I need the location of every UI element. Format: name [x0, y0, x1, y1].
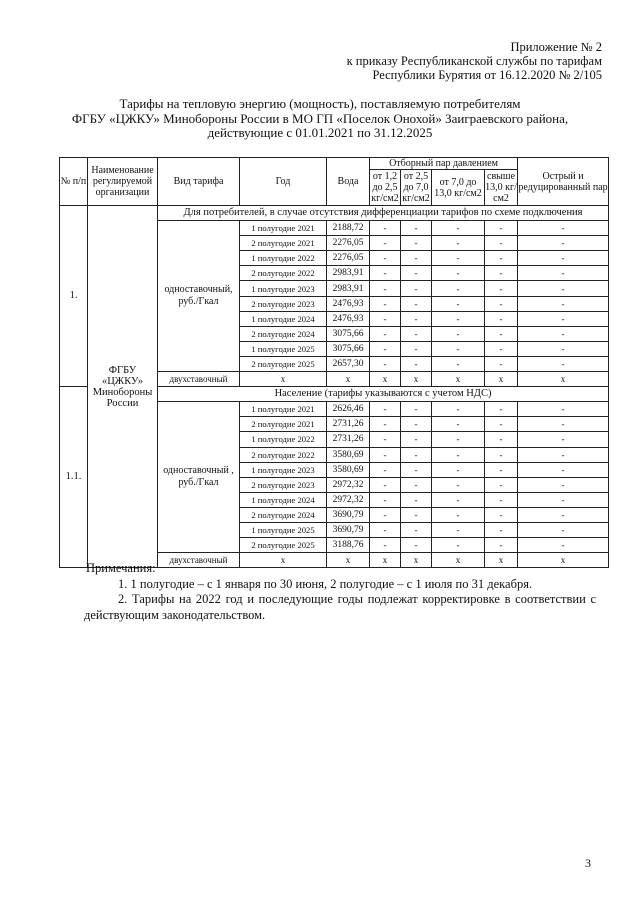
empty-tariff-cell: - [518, 538, 609, 553]
appendix-line-1: Приложение № 2 [510, 40, 602, 54]
water-tariff-cell: 2476,93 [327, 311, 370, 326]
empty-tariff-cell: - [518, 492, 609, 507]
water-tariff-cell: 2276,05 [327, 236, 370, 251]
empty-tariff-cell: - [518, 417, 609, 432]
empty-tariff-cell: - [485, 236, 518, 251]
empty-tariff-cell: - [370, 507, 401, 522]
header-no: № п/п [60, 158, 88, 206]
empty-tariff-cell: - [485, 356, 518, 371]
empty-tariff-cell: - [518, 356, 609, 371]
period-cell: 1 полугодие 2022 [240, 432, 327, 447]
water-tariff-cell: 2476,93 [327, 296, 370, 311]
empty-tariff-cell: - [432, 296, 485, 311]
note-item-1: 1. 1 полугодие – с 1 января по 30 июня, 2 полугодие – с 1 июля по 31 декабря. [118, 576, 533, 591]
period-cell: 1 полугодие 2024 [240, 311, 327, 326]
not-applicable-cell: х [370, 372, 401, 387]
table-header [60, 158, 609, 206]
empty-tariff-cell: - [485, 417, 518, 432]
empty-tariff-cell: - [518, 296, 609, 311]
empty-tariff-cell: - [401, 402, 432, 417]
empty-tariff-cell: - [370, 221, 401, 236]
empty-tariff-cell: - [370, 402, 401, 417]
period-cell: 2 полугодие 2022 [240, 447, 327, 462]
water-tariff-cell: 3075,66 [327, 341, 370, 356]
water-tariff-cell: 2657,30 [327, 356, 370, 371]
single-rate-label: одноставочный , руб./Гкал [158, 402, 240, 553]
empty-tariff-cell: - [518, 341, 609, 356]
empty-tariff-cell: - [370, 311, 401, 326]
empty-tariff-cell: - [518, 326, 609, 341]
not-applicable-cell: х [485, 553, 518, 568]
not-applicable-cell: х [327, 372, 370, 387]
water-tariff-cell: 2276,05 [327, 251, 370, 266]
empty-tariff-cell: - [370, 462, 401, 477]
empty-tariff-cell: - [401, 447, 432, 462]
empty-tariff-cell: - [485, 296, 518, 311]
empty-tariff-cell: - [370, 251, 401, 266]
header-sharp-steam: Острый и редуцированный пар [518, 158, 609, 206]
appendix-line-3: Республики Бурятия от 16.12.2020 № 2/105 [372, 68, 602, 82]
water-tariff-cell: 2972,32 [327, 477, 370, 492]
period-cell: 1 полугодие 2023 [240, 281, 327, 296]
tariff-table [59, 157, 609, 568]
empty-tariff-cell: - [432, 432, 485, 447]
single-rate-label: одноставочный, руб./Гкал [158, 221, 240, 372]
empty-tariff-cell: - [432, 538, 485, 553]
water-tariff-cell: 2731,26 [327, 432, 370, 447]
water-tariff-cell: 3075,66 [327, 326, 370, 341]
period-cell: 1 полугодие 2025 [240, 522, 327, 537]
not-applicable-cell: х [370, 553, 401, 568]
period-cell: 2 полугодие 2023 [240, 477, 327, 492]
empty-tariff-cell: - [401, 221, 432, 236]
empty-tariff-cell: - [432, 417, 485, 432]
water-tariff-cell: 2983,91 [327, 281, 370, 296]
header-steam-group: Отборный пар давлением [370, 158, 518, 170]
empty-tariff-cell: - [370, 417, 401, 432]
document-title [60, 97, 580, 141]
page-number: 3 [585, 856, 591, 870]
period-cell: 2 полугодие 2024 [240, 326, 327, 341]
empty-tariff-cell: - [432, 477, 485, 492]
empty-tariff-cell: - [518, 281, 609, 296]
section-title: Для потребителей, в случае отсутствия дифференциации тарифов по схеме подключения [158, 206, 609, 221]
period-cell: 2 полугодие 2024 [240, 507, 327, 522]
empty-tariff-cell: - [401, 507, 432, 522]
empty-tariff-cell: - [370, 296, 401, 311]
empty-tariff-cell: - [432, 236, 485, 251]
section-title: Население (тарифы указываются с учетом НДС) [158, 387, 609, 402]
empty-tariff-cell: - [432, 281, 485, 296]
water-tariff-cell: 2983,91 [327, 266, 370, 281]
empty-tariff-cell: - [401, 356, 432, 371]
appendix-line-2: к приказу Республиканской службы по тарифам [346, 54, 602, 68]
empty-tariff-cell: - [485, 447, 518, 462]
empty-tariff-cell: - [485, 281, 518, 296]
not-applicable-cell: х [401, 553, 432, 568]
empty-tariff-cell: - [518, 236, 609, 251]
empty-tariff-cell: - [432, 266, 485, 281]
empty-tariff-cell: - [485, 462, 518, 477]
empty-tariff-cell: - [432, 311, 485, 326]
empty-tariff-cell: - [485, 311, 518, 326]
period-cell: 2 полугодие 2021 [240, 236, 327, 251]
empty-tariff-cell: - [432, 492, 485, 507]
period-cell: 2 полугодие 2022 [240, 266, 327, 281]
notes-block [84, 561, 596, 623]
header-tariff-type: Вид тарифа [158, 158, 240, 206]
two-rate-label: двухставочный [158, 372, 240, 387]
appendix-header [182, 40, 602, 82]
empty-tariff-cell: - [432, 507, 485, 522]
empty-tariff-cell: - [518, 221, 609, 236]
water-tariff-cell: 3188,76 [327, 538, 370, 553]
header-org: Наименование регулируемой организации [88, 158, 158, 206]
not-applicable-cell: х [401, 372, 432, 387]
empty-tariff-cell: - [485, 538, 518, 553]
empty-tariff-cell: - [432, 402, 485, 417]
empty-tariff-cell: - [370, 356, 401, 371]
empty-tariff-cell: - [401, 522, 432, 537]
empty-tariff-cell: - [518, 522, 609, 537]
empty-tariff-cell: - [432, 522, 485, 537]
empty-tariff-cell: - [370, 236, 401, 251]
empty-tariff-cell: - [370, 477, 401, 492]
not-applicable-cell: х [432, 553, 485, 568]
empty-tariff-cell: - [485, 477, 518, 492]
empty-tariff-cell: - [518, 402, 609, 417]
period-cell: 2 полугодие 2025 [240, 356, 327, 371]
header-pressure-4: свыше 13,0 кг/см2 [485, 171, 517, 204]
empty-tariff-cell: - [518, 462, 609, 477]
empty-tariff-cell: - [485, 402, 518, 417]
period-cell: 1 полугодие 2022 [240, 251, 327, 266]
period-cell: 1 полугодие 2021 [240, 402, 327, 417]
empty-tariff-cell: - [518, 266, 609, 281]
empty-tariff-cell: - [370, 326, 401, 341]
empty-tariff-cell: - [485, 326, 518, 341]
empty-tariff-cell: - [401, 417, 432, 432]
empty-tariff-cell: - [432, 462, 485, 477]
empty-tariff-cell: - [401, 296, 432, 311]
empty-tariff-cell: - [401, 251, 432, 266]
empty-tariff-cell: - [518, 251, 609, 266]
empty-tariff-cell: - [401, 538, 432, 553]
empty-tariff-cell: - [370, 447, 401, 462]
empty-tariff-cell: - [485, 251, 518, 266]
empty-tariff-cell: - [518, 311, 609, 326]
water-tariff-cell: 2626,46 [327, 402, 370, 417]
title-line-3: действующие с 01.01.2021 по 31.12.2025 [207, 125, 433, 140]
water-tariff-cell: 3690,79 [327, 507, 370, 522]
empty-tariff-cell: - [485, 522, 518, 537]
note-item-2: 2. Тарифы на 2022 год и последующие годы подлежат корректировке в соответствии с действующим законодательством. [84, 592, 596, 622]
empty-tariff-cell: - [518, 432, 609, 447]
title-line-1: Тарифы на тепловую энергию (мощность), поставляемую потребителям [119, 96, 521, 111]
row-number: 1. [60, 206, 88, 387]
empty-tariff-cell: - [485, 492, 518, 507]
not-applicable-cell: х [432, 372, 485, 387]
empty-tariff-cell: - [401, 266, 432, 281]
notes-heading: Примечания: [86, 561, 156, 575]
empty-tariff-cell: - [485, 432, 518, 447]
not-applicable-cell: х [518, 372, 609, 387]
empty-tariff-cell: - [370, 281, 401, 296]
empty-tariff-cell: - [401, 326, 432, 341]
water-tariff-cell: 3580,69 [327, 447, 370, 462]
empty-tariff-cell: - [518, 507, 609, 522]
not-applicable-cell: х [518, 553, 609, 568]
section-title-row [60, 206, 609, 221]
water-tariff-cell: 3690,79 [327, 522, 370, 537]
two-rate-label: двухставочный [158, 553, 240, 568]
period-cell: 1 полугодие 2025 [240, 341, 327, 356]
title-line-2: ФГБУ «ЦЖКУ» Минобороны России в МО ГП «Поселок Онохой» Заиграевского района, [71, 110, 569, 126]
empty-tariff-cell: - [370, 432, 401, 447]
empty-tariff-cell: - [432, 251, 485, 266]
empty-tariff-cell: - [485, 507, 518, 522]
header-pressure-2: от 2,5 до 7,0 кг/см2 [402, 171, 430, 204]
water-tariff-cell: 2731,26 [327, 417, 370, 432]
header-pressure-1: от 1,2 до 2,5 кг/см2 [371, 171, 399, 204]
empty-tariff-cell: - [401, 462, 432, 477]
not-applicable-cell: х [240, 553, 327, 568]
empty-tariff-cell: - [518, 477, 609, 492]
period-cell: 2 полугодие 2025 [240, 538, 327, 553]
header-water: Вода [327, 158, 370, 206]
empty-tariff-cell: - [370, 492, 401, 507]
empty-tariff-cell: - [485, 341, 518, 356]
water-tariff-cell: 2188,72 [327, 221, 370, 236]
water-tariff-cell: 3580,69 [327, 462, 370, 477]
empty-tariff-cell: - [401, 311, 432, 326]
empty-tariff-cell: - [432, 221, 485, 236]
empty-tariff-cell: - [401, 236, 432, 251]
empty-tariff-cell: - [401, 492, 432, 507]
empty-tariff-cell: - [485, 221, 518, 236]
empty-tariff-cell: - [370, 266, 401, 281]
empty-tariff-cell: - [401, 477, 432, 492]
header-pressure-3: от 7,0 до 13,0 кг/см2 [432, 170, 485, 206]
empty-tariff-cell: - [485, 266, 518, 281]
empty-tariff-cell: - [401, 341, 432, 356]
empty-tariff-cell: - [370, 341, 401, 356]
empty-tariff-cell: - [432, 341, 485, 356]
table-body [60, 206, 609, 568]
empty-tariff-cell: - [370, 538, 401, 553]
period-cell: 1 полугодие 2023 [240, 462, 327, 477]
not-applicable-cell: х [327, 553, 370, 568]
empty-tariff-cell: - [370, 522, 401, 537]
row-number: 1.1. [60, 387, 88, 568]
period-cell: 2 полугодие 2021 [240, 417, 327, 432]
period-cell: 1 полугодие 2024 [240, 492, 327, 507]
empty-tariff-cell: - [401, 281, 432, 296]
not-applicable-cell: х [485, 372, 518, 387]
empty-tariff-cell: - [432, 356, 485, 371]
empty-tariff-cell: - [432, 326, 485, 341]
organization-name: ФГБУ «ЦЖКУ» Минобороны России [88, 206, 158, 568]
not-applicable-cell: х [240, 372, 327, 387]
period-cell: 1 полугодие 2021 [240, 221, 327, 236]
empty-tariff-cell: - [432, 447, 485, 462]
empty-tariff-cell: - [401, 432, 432, 447]
header-year: Год [240, 158, 327, 206]
empty-tariff-cell: - [518, 447, 609, 462]
water-tariff-cell: 2972,32 [327, 492, 370, 507]
period-cell: 2 полугодие 2023 [240, 296, 327, 311]
